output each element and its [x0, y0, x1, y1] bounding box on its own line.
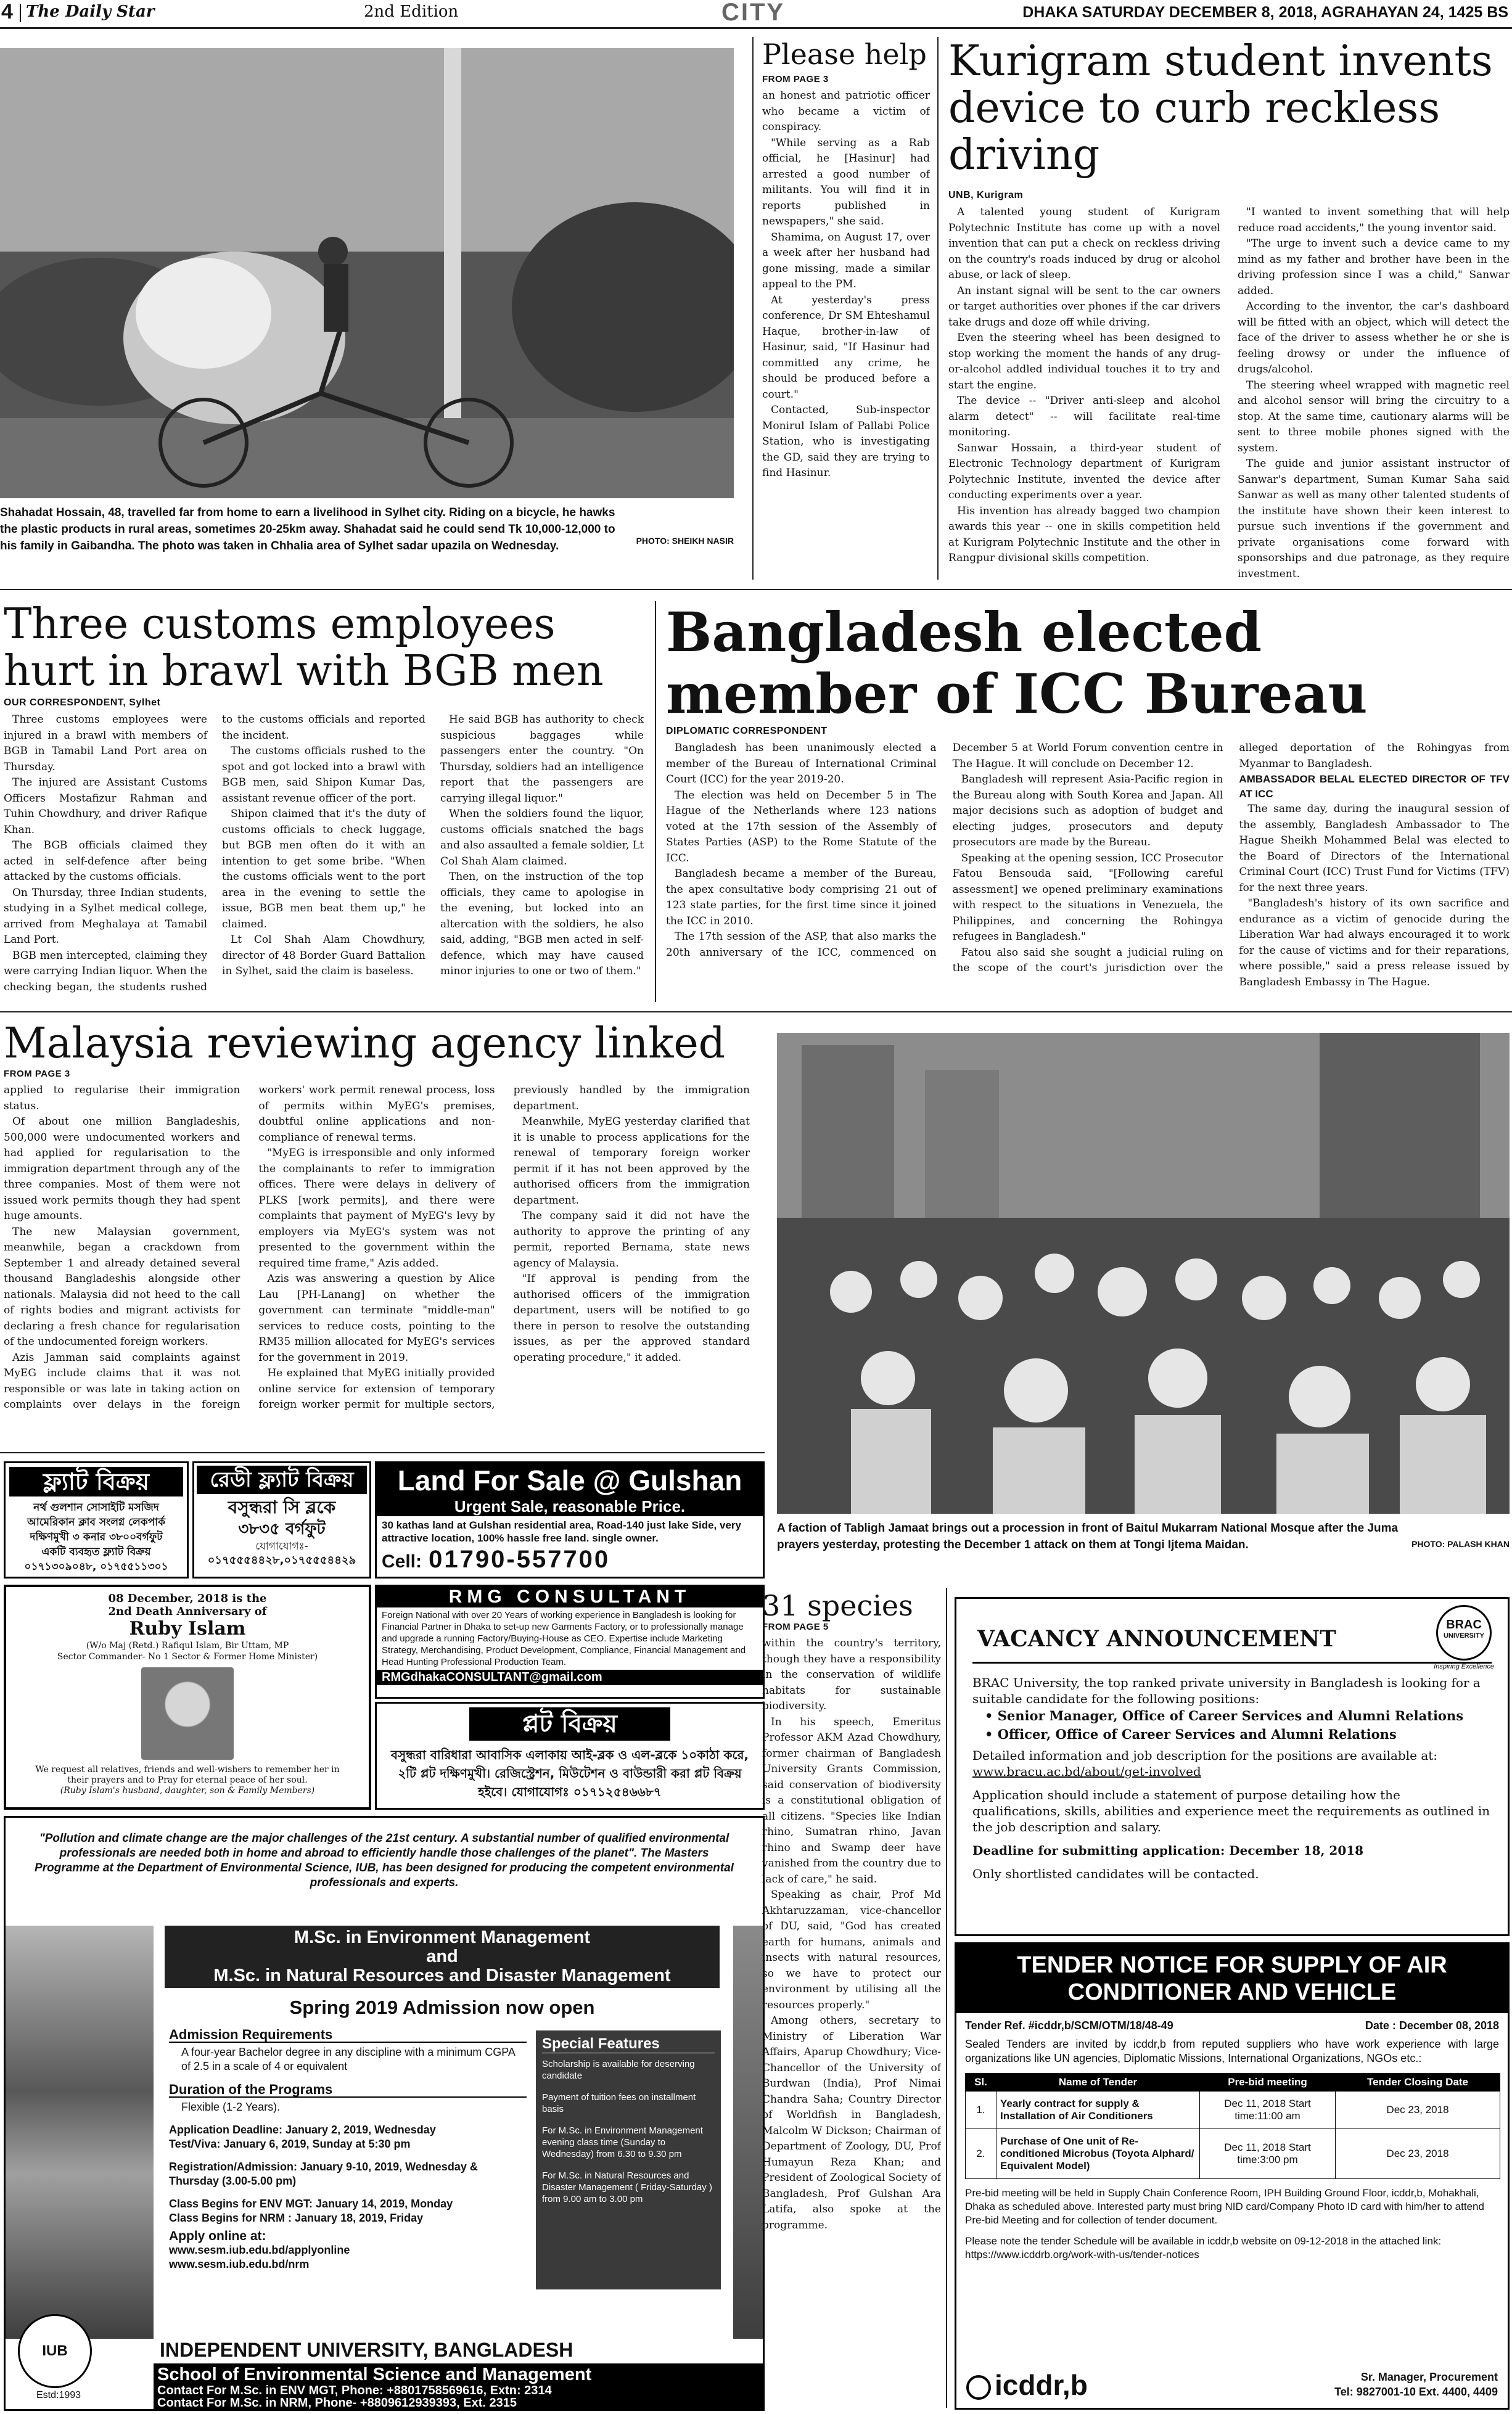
program-1: M.Sc. in Environment Management: [294, 1928, 591, 1947]
brac-logo: [1436, 1605, 1492, 1661]
paragraph: The same day, during the inaugural session of the assembly, Bangladesh Ambassador to The Hague Sheikh Mohammed Belal was elected to the Board of Directors of the International Criminal Court (ICC) Trust Fund for Victims (TFV) for the next three years.: [1239, 803, 1510, 894]
tender-ref: Tender Ref. #icddr,b/SCM/OTM/18/48-49: [965, 2019, 1173, 2032]
brac-position: • Officer, Office of Career Services and Alumni Relations: [985, 1726, 1397, 1742]
ad-brac-vacancy: [955, 1597, 1510, 1936]
memorial-request: We request all relatives, friends and well-wishers to remember her in their prayers and to Pray for eternal peace of her soul.: [35, 1765, 340, 1785]
section-rule: [0, 1452, 765, 1453]
paragraph: In his speech, Emeritus Professor AKM Azad Chowdhury, former chairman of Bangladesh University Grants Commission, said conservation of biodiversity is a constitutional obligation of all citizens. "Species like Indian rhino, Sumatran rhino, Javan rhino and Swamp deer have vanished from the country due to lack of care," he said.: [762, 1715, 941, 1886]
masthead-divider: [20, 4, 21, 22]
ad-title: প্লট বিক্রয়: [469, 1707, 670, 1741]
features-title: Special Features: [542, 2035, 715, 2053]
paragraph: Bangladesh became a member of the Bureau, the apex consultative body comprising 21 out of 123 state parties, for the first time since it joined the ICC in 2010.: [666, 868, 937, 927]
table-cell: Dec 11, 2018 Start time:11:00 am: [1200, 2092, 1336, 2129]
article-body: [762, 88, 930, 581]
paragraph: "If approval is pending from the authorised officers of the immigration department, users will be notified to go there in person to resolve the outstanding issues, as per the approved standard operating procedure," it added.: [513, 1273, 750, 1364]
byline: UNB, Kurigram: [948, 190, 1024, 200]
section-name: CITY: [721, 0, 786, 26]
paragraph: The steering wheel wrapped with magnetic reel and alcohol sensor will bring the circuitry to a stop. At the same time, cautionary alarms will be sent to three mobile phones signed with the system.: [1238, 379, 1510, 454]
ad-cell: [377, 1547, 763, 1574]
iub-intro: "Pollution and climate change are the major challenges of the 21st century. A substantial number of qualified environmental professionals are needed both in home and abroad to efficiently handle those challenges of the planet". The Masters Programme at the Department of Environmental Science, IUB, has been designed for producing the competent environmental professionals and experts.: [35, 1832, 734, 1889]
paragraph: The new Malaysian government, meanwhile, began a crackdown from September 1 and already detained several thousand Bangladeshis alongside other nationals. Malaysia did not heed to the call of rights bodies and migrant activists for declaring a fresh chance for regularisation of the undocumented foreign workers.: [4, 1225, 240, 1348]
from-page: FROM PAGE 5: [762, 1622, 829, 1632]
subhead: AMBASSADOR BELAL ELECTED DIRECTOR OF TFV AT ICC: [1239, 773, 1510, 800]
byline: DIPLOMATIC CORRESPONDENT: [666, 726, 828, 736]
column-rule: [752, 37, 754, 580]
position-title: Senior Manager, Office of Career Services and Alumni Relations: [997, 1708, 1464, 1723]
position-title: Officer, Office of Career Services and Alumni Relations: [997, 1726, 1397, 1742]
tender-date: Date : December 08, 2018: [1365, 2019, 1499, 2032]
paragraph: applied to regularise their immigration status.: [4, 1084, 240, 1112]
paragraph: According to the inventor, the car's dashboard will be fitted with an object, which will detect the face of the driver to assess whether he or she is feeling drowsy or under the influence of drugs/alcohol.: [1238, 300, 1510, 376]
registration: Registration/Admission: January 9-10, 2019, Wednesday & Thursday (3.00-5.00 pm): [169, 2161, 478, 2187]
headline: Kurigram student invents device to curb reckless driving: [948, 37, 1493, 179]
table-cell: Yearly contract for supply & Installation of Air Conditioners: [996, 2092, 1200, 2129]
paragraph: The guide and junior assistant instructor of Sanwar's department, Suman Kumar Saha said Sanwar as well as many other talented students of the institute have shown their keen interest to pursue such inventions if the government and private organisations come forward with sponsorships and due patronage, as they require investment.: [1238, 458, 1510, 580]
ad-email: RMGdhakaCONSULTANT@gmail.com: [377, 1670, 763, 1685]
ad-size: ৩৮৩৫ বর্গফুট: [238, 1520, 326, 1538]
ad-ready-flat-sale: [192, 1461, 371, 1579]
feature-item: For M.Sc. in Environment Management evening class time (Sunday to Wednesday) from 6.30 to 9.30 pm: [542, 2125, 703, 2159]
brac-url[interactable]: www.bracu.ac.bd/about/get-involved: [972, 1764, 1201, 1779]
iub-photo-strip-left: [6, 1926, 154, 2339]
headline: Three customs employees hurt in brawl with BGB men: [4, 600, 604, 696]
table-row: [966, 2092, 1500, 2129]
from-page: FROM PAGE 3: [762, 74, 829, 84]
feature-item: Scholarship is available for deserving candidate: [542, 2059, 695, 2081]
apply-url-2[interactable]: www.sesm.iub.edu.bd/nrm: [169, 2258, 310, 2270]
paragraph: He said BGB has authority to check suspicious baggages while passengers enter the country. "On Thursday, soldiers had an intelligence report that the passengers are carrying illegal liquor.": [440, 713, 644, 805]
section-rule: [0, 589, 1512, 590]
paragraph: an honest and patriotic officer who became a victim of conspiracy.: [762, 89, 930, 133]
paragraph: An instant signal will be sent to the car owners or target authorities over phones if the car drivers take drugs and doze off while driving.: [948, 284, 1220, 329]
iub-logo-text: IUB: [42, 2342, 68, 2359]
paragraph: Speaking at the opening session, ICC Prosecutor Fatou Bensouda said, "[Following careful assessment] we opened preliminary examinations with respect to the situations in Venezuela, the Philippines, and concerning the Rohingya refugees in Bangladesh.": [952, 852, 1223, 943]
paragraph: Bangladesh has been unanimously elected a member of the Bureau of International Criminal Court (ICC) for the year 2019-20.: [666, 742, 937, 786]
masthead-rule: [0, 27, 1512, 29]
class-begins-2: Class Begins for NRM : January 18, 2019, Friday: [169, 2212, 424, 2224]
procession-illustration: [777, 1033, 1510, 1514]
article-body: [4, 1083, 750, 1437]
headline: 31 species: [762, 1589, 913, 1622]
ad-title: ফ্ল্যাট বিক্রয়: [9, 1467, 183, 1496]
brac-title-rule: [972, 1662, 1492, 1664]
article-body: [666, 741, 1510, 1012]
from-page: FROM PAGE 3: [4, 1069, 70, 1079]
icddrb-logo-text: icddr,b: [995, 2369, 1088, 2401]
ad-flat-sale-gulshan: [4, 1461, 189, 1579]
brac-tagline: Inspiring Excellence: [1434, 1663, 1494, 1670]
paragraph: Of about one million Bangladeshis, 500,000 were undocumented workers and had applied for regularisation to the immigration department through any of the three companies. Most of them were not issued work permits though they had spent huge amounts.: [4, 1115, 240, 1222]
tender-ref-row: [956, 2013, 1508, 2035]
article-body: [948, 205, 1510, 630]
brac-logo-text: UNIVERSITY: [1443, 1632, 1484, 1640]
paragraph: The customs officials rushed to the spot and got locked into a brawl with BGB men, said Shipon Kumar Das, assistant revenue officer of the port.: [222, 745, 425, 805]
sign-title: Sr. Manager, Procurement: [1360, 2371, 1498, 2383]
class-begins-1: Class Begins for ENV MGT: January 14, 2019, Monday: [169, 2198, 453, 2210]
brac-logo-text: BRAC: [1446, 1618, 1482, 1632]
paragraph: Bangladesh will represent Asia-Pacific region in the Bureau along with South Korea and Japan. All major decisions such as adoption of budget and electing judges, prosecutors and deputy prosecutors are made by the Bureau.: [952, 773, 1223, 848]
ad-rmg-consultant: [375, 1585, 765, 1699]
edition: 2nd Edition: [364, 2, 459, 21]
program-2: M.Sc. in Natural Resources and Disaster Management: [213, 1966, 671, 1985]
paragraph: The BGB officials claimed they acted in self-defence after being attacked by the customs officials.: [4, 839, 207, 883]
ad-sub: Urgent Sale, reasonable Price.: [377, 1496, 763, 1516]
ad-title: TENDER NOTICE FOR SUPPLY OF AIR CONDITIONER AND VEHICLE: [956, 1944, 1508, 2013]
paragraph: Then, on the instruction of the top officials, they came to apologise in the evening, but locked into an altercation with the soldiers, he also said, adding, "BGB men acted in self-defence, which may have caused minor injuries to one or two of them.": [440, 871, 644, 977]
table-header-cell: Name of Tender: [996, 2074, 1200, 2092]
iub-details: [169, 2027, 527, 2272]
req-text: A four-year Bachelor degree in any discipline with a minimum CGPA of 2.5 in a scale of 4 or equivalent: [181, 2046, 515, 2072]
paragraph: Contacted, Sub-inspector Monirul Islam of Pallabi Police Station, who is investigating the GD, said they are trying to find Hasinur.: [762, 404, 930, 479]
ad-body: Foreign National with over 20 Years of working experience in Bangladesh is looking for Financial Partner in Dhaka to set-up new Garments Factory, or to professionally manage and upgrade a running Factory/Buying-House as CEO. Expertise include Marketing Strategy, Merchandising, Product Development, Compliance, Financial Management and Head Hunting Professional Production Team.: [382, 1610, 746, 1667]
paragraph: Three customs employees were injured in a brawl with members of BGB in Tamabil Land Port area on Thursday.: [4, 713, 207, 773]
ad-phone: ০১৭৫৫৫৪৪২৮,০১৭৫৫৫৪৪২৯: [207, 1554, 356, 1567]
iub-school: School of Environmental Science and Management: [157, 2365, 592, 2384]
byline: OUR CORRESPONDENT, Sylhet: [4, 697, 161, 708]
paragraph: The injured are Assistant Customs Officers Mostafizur Rahman and Tuhin Chowdhury, and driver Rafique Khan.: [4, 776, 207, 836]
paragraph: A talented young student of Kurigram Polytechnic Institute has come up with a novel invention that can put a check on reckless driving on the country's roads induced by drug or alcohol abuse, or lack of sleep.: [948, 206, 1220, 281]
ad-phone: ০১৭১৩০৯০৪৮, ০১৭৫৫১১৩০১: [24, 1561, 168, 1573]
apply-online: Apply online at:: [169, 2229, 266, 2243]
paragraph: BGB men intercepted, claiming they were carrying Indian liquor. When the checking began, the students rushed to the customs officials and reported the incident.: [4, 713, 425, 993]
dur-title: Duration of the Programs: [169, 2082, 527, 2098]
caption-text: Shahadat Hossain, 48, travelled far from home to earn a livelihood in Sylhet city. Riding on a bicycle, he hawks the plastic products in rural areas, sometimes 20-25km away. Shahadat said he could send Tk 10,000-12,000 to his family in Gaibandha. The photo was taken in Chhalia area of Sylhet sadar upazila on Wednesday.: [0, 506, 615, 552]
tender-note: Pre-bid meeting will be held in Supply Chain Conference Room, IPH Building Ground Floor, icddr,b, Mohakhali, Dhaka as scheduled above. Interested party must bring NID card/Company Photo ID card with him/her to attend Pre-bid Meeting and for collection of tender document.: [965, 2187, 1484, 2226]
paragraph: Azis was answering a question by Alice Lau [PH-Lanang] on whether the government can terminate "middle-man" services to reduce costs, pointing to the RM35 million allocated for MyEG's services for the government in 2019.: [258, 1273, 495, 1364]
brac-position: • Senior Manager, Office of Career Services and Alumni Relations: [985, 1708, 1464, 1723]
paragraph: Speaking as chair, Prof Md Akhtaruzzaman, vice-chancellor of DU, said, "God has created earth for humans, animals and insects with natural resources, so we have to protect our environment by utilising all the resources properly.": [762, 1889, 941, 2011]
program-and: and: [426, 1947, 458, 1966]
table-cell: Purchase of One unit of Re-conditioned Microbus (Toyota Alphard/ Equivalent Model): [996, 2129, 1200, 2179]
table-cell: Dec 23, 2018: [1336, 2092, 1500, 2129]
photo-credit: PHOTO: PALASH KHAN: [1411, 1539, 1510, 1549]
paragraph: The election was held on December 5 in The Hague of the Netherlands where 123 nations voted at the 17th session of the Assembly of States Parties (ASP) to the Rome Statute of the ICC.: [666, 789, 937, 864]
tender-signature: [1334, 2370, 1498, 2399]
apply-url-1[interactable]: www.sesm.iub.edu.bd/applyonline: [169, 2244, 350, 2256]
ad-title: VACANCY ANNOUNCEMENT: [977, 1626, 1336, 1652]
caption-text: A faction of Tabligh Jamaat brings out a procession in front of Baitul Mukarram National Mosque after the Juma prayers yesterday, protesting the December 1 attack on them at Tongi Ijtema Maidan.: [777, 1522, 1399, 1551]
iub-logo: [18, 2314, 92, 2388]
iub-school-banner: [154, 2363, 764, 2410]
table-cell: Dec 11, 2018 Start time:3:00 pm: [1200, 2129, 1336, 2179]
ad-title: RMG CONSULTANT: [377, 1587, 763, 1607]
table-cell: 1.: [966, 2092, 996, 2129]
paragraph: When the soldiers found the liquor, customs officials snatched the bags and also assaulted a female soldier, Lt Col Shah Alam claimed.: [440, 808, 644, 868]
photo-procession: [777, 1033, 1510, 1514]
iub-photo-strip-right: [733, 1926, 764, 2339]
paragraph: Even the steering wheel has been designed to stop working the moment the hands of any drug-or-alcohol addled individual touches it to try and start the engine.: [948, 332, 1220, 392]
table-header-cell: Tender Closing Date: [1336, 2074, 1500, 2092]
paragraph: "I wanted to invent something that will help reduce road accidents," the young inventor said.: [1238, 206, 1510, 234]
paragraph: Fatou also said she sought a judicial ruling on the scope of the court's jurisdiction over the alleged deportation of the Rohingyas from Myanmar to Bangladesh.: [952, 742, 1510, 974]
article-customs: [4, 601, 644, 1002]
table-cell: Dec 23, 2018: [1336, 2129, 1500, 2179]
iub-contact-1: Contact For M.Sc. in ENV MGT, Phone: +8801758569616, Extn: 2314: [157, 2384, 552, 2397]
paragraph: Among others, secretary to Ministry of Liberation War Affairs, Aparup Chowdhury; Vice-Chancellor of the University of Burdwan (India), Prof Nimai Chandra Saha; Country Director of Worldfish in Bangladesh, Malcolm W Dickson; Chairman of Department of Zoology, DU, Prof Humayun Reza Khan; and President of Zoological Society of Bangladesh, Prof Gulshan Ara Latifa, also spoke at the programme.: [762, 2014, 941, 2231]
ad-line: নর্থ গুলশান সোসাইটি মসজিদ: [33, 1501, 159, 1514]
table-header-cell: Sl.: [966, 2074, 996, 2092]
ad-icddrb-tender: [955, 1942, 1510, 2410]
iub-contact-2: Contact For M.Sc. in NRM, Phone- +8809612939393, Ext. 2315: [157, 2396, 517, 2410]
tender-table: [965, 2073, 1500, 2179]
ad-memorial-ruby-islam: [4, 1585, 371, 1810]
paragraph: within the country's territory, though they have a responsibility in the conservation of wildlife habitats for sustainable biodiversity.: [762, 1637, 941, 1712]
memorial-line: 08 December, 2018 is the: [108, 1592, 267, 1605]
section-rule: [0, 1011, 1512, 1012]
iub-program-banner: [165, 1926, 720, 1988]
page-number: 4: [1, 0, 13, 23]
paragraph: The device -- "Driver anti-sleep and alcohol alarm detect" -- will facilitate real-time monitoring.: [948, 395, 1220, 438]
article-31-species: [762, 1590, 941, 2397]
ad-iub-admission: [4, 1816, 765, 2411]
masthead: [0, 0, 1512, 28]
ad-contact: যোগাযোগঃ-: [255, 1540, 308, 1553]
article-body: [4, 712, 644, 1002]
paragraph: Azis Jamman said complaints against MyEG include claims that it was not responsible or was late in taking action on complaints over delays in the foreign workers' work permit renewal process, loss of permits within MyEG's premises, doubtful online applications and non-compliance of renewal terms.: [4, 1084, 495, 1411]
ad-plot-sale: [375, 1702, 765, 1810]
article-icc: [666, 601, 1510, 1012]
table-header: [966, 2074, 1500, 2092]
ad-body: বসুন্ধরা বারিধারা আবাসিক এলাকায় আই-ব্লক ও এল-ব্লকে ১০কাঠা করে, ২টি প্লট দক্ষিণমুখী। রেজিস্ট্রেশন, মিউটেশন ও বাউন্ডারী করা প্লট বিক্রয় হইবে। যোগাযোগঃ ০১৭১২৫৪৬৬৮৭: [390, 1747, 749, 1799]
feature-item: Payment of tuition fees on installment basis: [542, 2092, 696, 2114]
paragraph: "The urge to invent such a device came to my mind as my father and brother have been in the driving profession since I was a child," Sanwar added.: [1238, 237, 1510, 297]
test-date: Test/Viva: January 6, 2019, Sunday at 5:30 pm: [169, 2138, 411, 2150]
ad-land-sale: [375, 1461, 765, 1579]
brac-detail: Detailed information and job description for the positions are available at:: [972, 1748, 1438, 1763]
paragraph: On Thursday, three Indian students, studying in a Sylhet medical college, arrived from Meghalaya at Tamabil Land Port.: [4, 886, 207, 946]
ad-line: একটি ব্যবহৃত ফ্ল্যাট বিক্রয়: [41, 1546, 151, 1558]
table-row: [966, 2129, 1500, 2179]
paragraph: He explained that MyEG initially provided online service for extension of temporary foreign worker permit for multiple sectors, previously handled by the immigration department.: [258, 1084, 750, 1411]
table-cell: 2.: [966, 2129, 996, 2179]
article-please-help: [762, 38, 930, 581]
paragraph: His invention has already bagged two champion awards this year -- one in skills competition held at Kurigram Polytechnic Institute and the other in Rangpur divisional skills competition.: [948, 504, 1220, 564]
icddrb-logo: [966, 2368, 1088, 2402]
paper-name: The Daily Star: [26, 2, 155, 21]
ad-sub: বসুন্ধরা সি ব্লকে: [228, 1497, 336, 1517]
paragraph: Shamima, on August 17, over a week after her husband had gone missing, made a similar appeal to the PM.: [762, 231, 930, 290]
headline: Bangladesh elected member of ICC Bureau: [666, 600, 1368, 726]
paragraph: "While serving as a Rab official, he [Hasinur] had arrested a good number of militants. You will find it in reports published in newspapers," she said.: [762, 136, 930, 228]
memorial-line: Sector Commander- No 1 Sector & Former Home Minister): [57, 1652, 318, 1662]
photo-cyclist: [0, 48, 734, 498]
dateline: DHAKA SATURDAY DECEMBER 8, 2018, AGRAHAYAN 24, 1425 BS: [1022, 4, 1508, 21]
headline: Malaysia reviewing agency linked: [4, 1019, 726, 1068]
iub-features: [536, 2030, 721, 2289]
memorial-portrait: [141, 1667, 234, 1760]
paragraph: Sanwar Hossain, a third-year student of Electronic Technology department of Kurigram Polytechnic Institute, invented the device after conducting experiments over a year.: [948, 441, 1220, 501]
sign-phone: Tel: 9827001-10 Ext. 4400, 4409: [1334, 2386, 1498, 2398]
memorial-name: Ruby Islam: [129, 1618, 246, 1640]
req-title: Admission Requirements: [169, 2027, 527, 2043]
ad-line: আমেরিকান ক্লাব সংলগ্ন লেকপার্ক: [27, 1516, 165, 1529]
feature-item: For M.Sc. in Natural Resources and Disaster Management ( Friday-Saturday ) from 9.00 am to 3.00 pm: [542, 2170, 712, 2204]
column-rule: [946, 1588, 947, 2408]
paragraph: "MyEG is irresponsible and only informed the complainants to refer to immigration offices. There were delays in delivery of PLKS [work permits], and there were complaints that payment of MyEG's levy by employers via MyEG's system was not presented to the government within the required time frame," Azis added.: [258, 1147, 495, 1270]
paragraph: Shipon claimed that it's the duty of customs officials to check luggage, but BGB men often do it with an intention to get some bribe. "When the customs officials went to the port area in the evening to settle the issue, BGB men beat them up," he claimed.: [222, 808, 425, 930]
ad-desc: 30 kathas land at Gulshan residential area, Road-140 just lake Side, very attractive location, 100% hassle free land. single owner.: [382, 1519, 741, 1544]
memorial-line: 2nd Death Anniversary of: [108, 1605, 267, 1618]
tender-note: Please note the tender Schedule will be available in icddr,b website on 09-12-2018 in the attached link: https://www.icddrb.org/work-with-us/tender-notices: [965, 2235, 1442, 2260]
ad-line: দক্ষিণমুখী ৩ কনার ৩৮০০বর্গফুট: [30, 1531, 163, 1543]
cell-number: 01790-557700: [429, 1546, 610, 1573]
iub-university: INDEPENDENT UNIVERSITY, BANGLADESH: [160, 2339, 573, 2361]
paragraph: Lt Col Shah Alam Chowdhury, director of 48 Border Guard Battalion in Sylhet, said the claim is baseless.: [222, 934, 425, 977]
table-header-cell: Pre-bid meeting: [1200, 2074, 1336, 2092]
memorial-family: (Ruby Islam's husband, daughter, son & Family Members): [60, 1786, 315, 1796]
dur-text: Flexible (1-2 Years).: [181, 2101, 281, 2113]
paragraph: Meanwhile, MyEG yesterday clarified that it is unable to process applications for the renewal of temporary foreign worker permit if it has not been approved by the authorised officers from the immigration department.: [513, 1115, 750, 1207]
brac-deadline: Deadline for submitting application: December 18, 2018: [972, 1843, 1364, 1858]
headline: Please help: [762, 38, 927, 71]
memorial-line: (W/o Maj (Retd.) Rafiqul Islam, Bir Uttam, MP: [86, 1641, 289, 1651]
icddrb-logo-icon: [966, 2375, 991, 2400]
column-rule: [655, 601, 656, 1002]
tender-intro: Sealed Tenders are invited by icddr,b from reputed suppliers who have work experience with large organizations like UN agencies, Diplomatic Missions, International Organizations, NGOs etc.:: [965, 2038, 1499, 2064]
ad-title: রেডী ফ্ল্যাট বিক্রয়: [197, 1466, 367, 1494]
photo-cyclist-caption: [0, 504, 734, 554]
article-kurigram: [948, 38, 1510, 630]
brac-shortlist: Only shortlisted candidates will be contacted.: [972, 1866, 1259, 1881]
cell-label: Cell:: [382, 1551, 422, 1572]
article-malaysia: [4, 1020, 750, 1437]
photo-procession-caption: [777, 1520, 1510, 1553]
brac-intro: BRAC University, the top ranked private university in Bangladesh is looking for a suitable candidate for the following positions:: [972, 1675, 1481, 1706]
ad-title: Land For Sale @ Gulshan: [377, 1463, 763, 1496]
paragraph: The company said it did not have the authority to approve the printing of any permit, reported Bernama, state news agency of Malaysia.: [513, 1210, 750, 1270]
brac-apply: Application should include a statement of purpose detailing how the qualifications, skills, abilities and experience meet the requirements as outlined in the job description and salary.: [972, 1788, 1490, 1834]
column-rule: [937, 37, 939, 580]
article-body: [762, 1636, 941, 2397]
iub-admission-open: Spring 2019 Admission now open: [289, 1997, 595, 2018]
deadline: Application Deadline: January 2, 2019, Wednesday: [169, 2124, 436, 2136]
paragraph: At yesterday's press conference, Dr SM Ehteshamul Haque, brother-in-law of Hasinur, said, "If Hasinur had committed any crime, he should be produced before a court.": [762, 294, 930, 401]
cyclist-illustration: [0, 48, 734, 498]
photo-credit: PHOTO: SHEIKH NASIR: [636, 536, 734, 546]
paragraph: The 17th session of the ASP, that also marks the 20th anniversary of the ICC, commenced on December 5 at World Forum convention centre in The Hague. It will conclude on December 12.: [666, 742, 1223, 959]
paragraph: "Bangladesh's history of its own sacrifice and endurance as a victim of genocide during the Liberation War had always encouraged it to work for the cause of victims and for their reparations, where possible," said a press release issued by Bangladesh Embassy in The Hague.: [1239, 897, 1510, 988]
iub-estd: Estd:1993: [36, 2390, 81, 2400]
